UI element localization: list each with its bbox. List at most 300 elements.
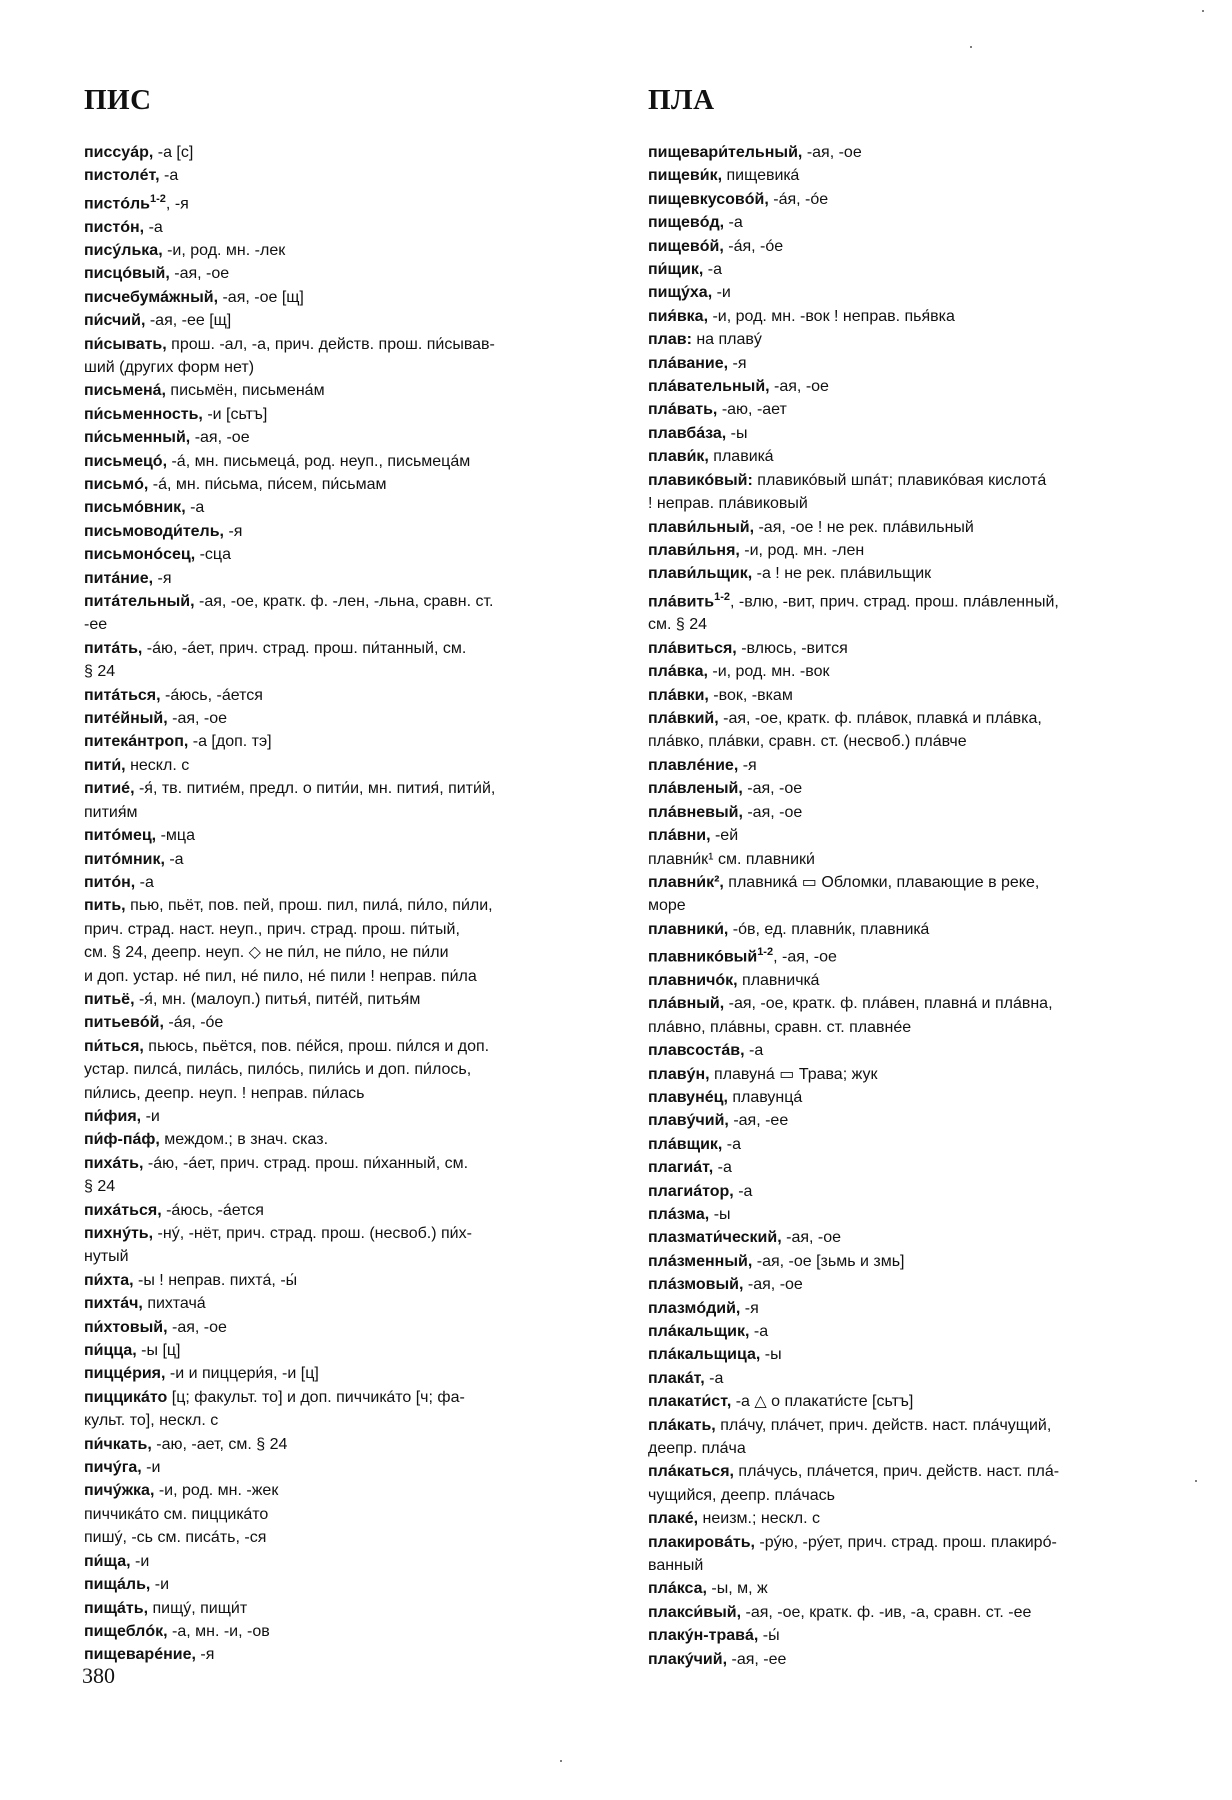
headword: плагиáтор, xyxy=(648,1182,734,1200)
headword: писчебумáжный, xyxy=(84,288,219,306)
headword: пи́ща, xyxy=(84,1552,131,1570)
headword: плáвки, xyxy=(648,686,709,704)
headword: плáкса, xyxy=(648,1580,707,1598)
entry-grammar: -мца xyxy=(156,827,195,845)
dictionary-entry xyxy=(648,1250,1178,1273)
entry-grammar: -аю, -ает xyxy=(717,401,787,419)
entry-grammar: -ее xyxy=(84,616,108,634)
dictionary-entry xyxy=(84,988,614,1011)
headword: пистóль xyxy=(84,195,151,213)
dictionary-entry xyxy=(84,1082,614,1105)
entry-grammar: -áю, -áет, прич. страд. прош. пи́ханный, см. xyxy=(143,1154,469,1172)
dictionary-entry xyxy=(648,941,1178,969)
dictionary-entry xyxy=(648,871,1178,894)
entry-grammar: -и [сьтъ] xyxy=(202,405,268,423)
dictionary-entry xyxy=(84,1292,614,1315)
dictionary-entry xyxy=(84,848,614,871)
entry-grammar: -я́, тв. питиéм, предл. о пити́и, мн. пития́, пити́й, xyxy=(134,780,496,798)
dictionary-entry xyxy=(84,941,614,964)
headword: плакýн-травá, xyxy=(648,1627,759,1645)
entry-grammar: -ы xyxy=(709,1205,731,1223)
dictionary-entry xyxy=(648,1273,1178,1296)
entry-grammar: -аю, -ает, см. § 24 xyxy=(151,1435,288,1453)
dictionary-entry xyxy=(648,235,1178,258)
headword: пиццéрия, xyxy=(84,1365,166,1383)
headword: письмóвник, xyxy=(84,499,186,517)
dictionary-entry xyxy=(648,1390,1178,1413)
entry-grammar: плáвно, плáвны, сравн. ст. плавнéе xyxy=(648,1018,912,1036)
entry-grammar: нутый xyxy=(84,1248,129,1266)
dictionary-entry xyxy=(648,469,1178,492)
dictionary-entry xyxy=(84,871,614,894)
dictionary-entry xyxy=(648,918,1178,941)
entry-grammar: -я xyxy=(738,756,757,774)
dictionary-entry xyxy=(648,1601,1178,1624)
entry-grammar: плавикá xyxy=(708,448,774,466)
dictionary-entry xyxy=(648,1016,1178,1039)
dictionary-entry xyxy=(648,188,1178,211)
dictionary-entry xyxy=(84,684,614,707)
entry-grammar: -а △ о плакати́сте [сьтъ] xyxy=(731,1393,914,1411)
dictionary-entry xyxy=(648,1226,1178,1249)
entry-grammar: плáчу, плáчет, прич. действ. наст. плáчущий, xyxy=(715,1416,1052,1434)
entry-grammar: плáвко, плáвки, сравн. ст. (несвоб.) плáвче xyxy=(648,733,967,751)
entry-grammar: § 24 xyxy=(84,1178,116,1196)
entry-grammar: -влюсь, -вится xyxy=(736,639,848,657)
dictionary-entry xyxy=(84,567,614,590)
dictionary-entry xyxy=(84,164,614,187)
headword: пичýга, xyxy=(84,1459,142,1477)
running-head-right: ПЛА xyxy=(648,84,715,116)
dictionary-entry xyxy=(84,590,614,613)
entry-grammar: -а xyxy=(744,1042,764,1060)
dictionary-entry xyxy=(648,375,1178,398)
sense-index: 1-2 xyxy=(714,590,730,603)
dictionary-entry xyxy=(84,543,614,566)
dictionary-entry xyxy=(648,1039,1178,1062)
entry-grammar: -áюсь, -áется xyxy=(160,686,263,704)
entry-grammar: -ая, -ое xyxy=(802,144,862,161)
dictionary-entry xyxy=(84,754,614,777)
entry-grammar: -а xyxy=(724,214,743,232)
headword: плавýн, xyxy=(648,1065,710,1083)
entry-grammar: плавикóвый шпáт; плавикóвая кислотá xyxy=(752,471,1047,489)
headword: писцóвый, xyxy=(84,265,170,283)
entry-grammar: -ая, -ое xyxy=(169,265,230,283)
dictionary-entry xyxy=(648,613,1178,636)
entry-grammar: плавникá ▭ Обломки, плавающие в реке, xyxy=(723,873,1040,891)
headword: плáзма, xyxy=(648,1205,710,1223)
dictionary-entry xyxy=(84,1643,614,1666)
dictionary-entry xyxy=(84,450,614,473)
entry-grammar: -áя, -óе xyxy=(768,190,829,208)
headword: письмó, xyxy=(84,476,149,494)
dictionary-entry xyxy=(648,894,1178,917)
dictionary-entry xyxy=(84,1573,614,1596)
dictionary-entry xyxy=(648,1203,1178,1226)
dictionary-entry xyxy=(84,965,614,988)
dictionary-entry xyxy=(84,1152,614,1175)
entry-grammar: море xyxy=(648,897,686,915)
headword: пи́хта, xyxy=(84,1271,134,1289)
right-column xyxy=(648,141,1178,1671)
entry-grammar: -я́, мн. (малоуп.) питья́, питéй, питья́м xyxy=(134,990,421,1008)
entry-grammar: неизм.; нескл. с xyxy=(698,1510,821,1528)
entry-grammar: -а ! не рек. плáвильщик xyxy=(752,565,932,583)
entry-grammar: -и xyxy=(141,1107,160,1125)
entry-grammar: ший (других форм нет) xyxy=(84,358,255,376)
entry-grammar: ванный xyxy=(648,1557,704,1575)
dictionary-entry xyxy=(648,328,1178,351)
dictionary-entry xyxy=(84,1058,614,1081)
dictionary-entry xyxy=(84,1362,614,1385)
dictionary-entry xyxy=(648,1577,1178,1600)
scan-speck xyxy=(1195,1480,1197,1482)
headword: письмонóсец, xyxy=(84,546,196,564)
dictionary-entry xyxy=(84,1222,614,1245)
dictionary-entry xyxy=(648,1437,1178,1460)
entry-grammar: -и xyxy=(130,1552,150,1570)
dictionary-entry xyxy=(648,684,1178,707)
entry-grammar: -а xyxy=(749,1322,769,1340)
dictionary-entry xyxy=(84,1199,614,1222)
entry-grammar: -а [доп. тэ] xyxy=(188,733,272,751)
dictionary-entry xyxy=(84,262,614,285)
headword: пиццикáто xyxy=(84,1388,168,1406)
headword: питóмец, xyxy=(84,827,157,845)
headword: плáвный, xyxy=(648,995,725,1013)
page-number: 380 xyxy=(82,1663,115,1688)
entry-grammar: -я xyxy=(153,569,172,587)
entry-grammar: -ы xyxy=(760,1346,782,1364)
headword: плáзмовый, xyxy=(648,1276,744,1294)
headword: пищáть, xyxy=(84,1599,149,1617)
entry-grammar: -сца xyxy=(195,546,231,564)
entry-grammar: пишý, -сь см. писáть, -ся xyxy=(84,1529,267,1547)
dictionary-entry xyxy=(648,730,1178,753)
entry-grammar: деепр. плáча xyxy=(648,1440,746,1457)
headword: пи́ться, xyxy=(84,1037,144,1055)
entry-grammar: см. § 24 xyxy=(648,616,708,634)
entry-grammar: письмён, письменáм xyxy=(165,382,325,400)
dictionary-entry xyxy=(84,1011,614,1034)
headword: питóмник, xyxy=(84,850,165,868)
entry-grammar: пи́лись, деепр. неуп. ! неправ. пи́лась xyxy=(84,1084,365,1102)
headword: пищеварéние, xyxy=(84,1646,196,1664)
headword: пищýха, xyxy=(648,284,713,302)
dictionary-entry xyxy=(84,188,614,216)
headword: плавýчий, xyxy=(648,1112,729,1130)
headword: питáтельный, xyxy=(84,593,195,611)
headword: плакировáть, xyxy=(648,1533,755,1551)
headword: пищáль, xyxy=(84,1576,151,1594)
dictionary-entry xyxy=(648,305,1178,328)
entry-grammar: нескл. с xyxy=(125,756,190,774)
entry-grammar: -áюсь, -áется xyxy=(161,1201,264,1219)
dictionary-entry xyxy=(648,492,1178,515)
entry-grammar: междом.; в знач. сказ. xyxy=(159,1131,329,1149)
entry-grammar: -ы, м, ж xyxy=(706,1580,768,1598)
dictionary-entry xyxy=(84,1456,614,1479)
headword: плав: xyxy=(648,331,692,349)
entry-grammar: -а xyxy=(713,1159,732,1177)
headword: плáвиться, xyxy=(648,639,737,657)
entry-grammar: плáчусь, плáчется, прич. действ. наст. плá- xyxy=(733,1463,1060,1481)
entry-grammar: -áя, -óе xyxy=(163,1014,224,1032)
headword: пищеблóк, xyxy=(84,1622,168,1640)
entry-grammar: -нý, -нёт, прич. страд. прош. (несвоб.) пи́х- xyxy=(153,1225,472,1243)
running-head-left: ПИС xyxy=(84,84,152,116)
sense-index: 1-2 xyxy=(150,192,166,205)
dictionary-entry xyxy=(648,1624,1178,1647)
entry-grammar: -ая, -ое xyxy=(190,429,250,447)
dictionary-entry xyxy=(648,1507,1178,1530)
dictionary-entry xyxy=(648,258,1178,281)
scan-speck xyxy=(1202,10,1204,12)
entry-grammar: -и xyxy=(150,1576,170,1594)
entry-grammar: , -я xyxy=(165,195,189,213)
dictionary-entry xyxy=(648,637,1178,660)
dictionary-entry xyxy=(648,1063,1178,1086)
headword: писсуáр, xyxy=(84,144,154,161)
dictionary-entry xyxy=(84,1339,614,1362)
dictionary-entry xyxy=(84,824,614,847)
headword: плакýчий, xyxy=(648,1650,728,1668)
entry-grammar: плавунцá xyxy=(727,1088,803,1106)
entry-grammar: плавни́к¹ см. плавники́ xyxy=(648,850,815,868)
headword: питекáнтроп, xyxy=(84,733,189,751)
headword: пи́фия, xyxy=(84,1107,142,1125)
entry-grammar: пиччикáто см. пиццикáто xyxy=(84,1505,269,1523)
entry-grammar: -ая, -ое xyxy=(743,1276,803,1294)
headword: пи́сывать, xyxy=(84,335,167,353)
entry-grammar: ! неправ. плáвиковый xyxy=(648,495,808,513)
dictionary-entry xyxy=(648,824,1178,847)
dictionary-entry xyxy=(648,1180,1178,1203)
entry-grammar: -я xyxy=(740,1299,759,1317)
entry-grammar: -á, мн. письмецá, род. неуп., письмецáм xyxy=(167,452,471,470)
headword: питиé, xyxy=(84,780,135,798)
dictionary-entry xyxy=(84,333,614,356)
headword: плáвательный, xyxy=(648,378,770,396)
sense-index: 1-2 xyxy=(757,946,774,959)
dictionary-entry xyxy=(84,1175,614,1198)
headword: пихнýть, xyxy=(84,1225,154,1243)
headword: пить, xyxy=(84,897,126,915)
entry-grammar: -ая, -ое [зьмь и змь] xyxy=(752,1252,905,1270)
dictionary-entry xyxy=(84,1105,614,1128)
headword: питéйный, xyxy=(84,710,168,728)
entry-grammar: -вок, -вкам xyxy=(708,686,793,704)
dictionary-entry xyxy=(84,356,614,379)
headword: пи́ф-пáф, xyxy=(84,1131,160,1149)
headword: плави́льщик, xyxy=(648,565,753,583)
entry-grammar: пихтачá xyxy=(142,1295,206,1313)
headword: письменá, xyxy=(84,382,166,400)
headword: плáкать, xyxy=(648,1416,716,1434)
dictionary-entry xyxy=(648,586,1178,614)
entry-grammar: пьюсь, пьётся, пов. пéйся, прош. пи́лся и доп. xyxy=(143,1037,490,1055)
headword: пия́вка, xyxy=(648,307,709,325)
entry-grammar: -рýю, -рýет, прич. страд. прош. плакирó- xyxy=(754,1533,1057,1551)
dictionary-entry xyxy=(648,1156,1178,1179)
headword: плави́к, xyxy=(648,448,709,466)
entry-grammar: -ей xyxy=(710,827,739,845)
dictionary-entry xyxy=(84,496,614,519)
dictionary-entry xyxy=(84,426,614,449)
entry-grammar: пития́м xyxy=(84,803,138,821)
entry-grammar: прош. -ал, -а, прич. действ. прош. пи́сывав- xyxy=(166,335,495,353)
dictionary-entry xyxy=(84,239,614,262)
entry-grammar: -ая, -ое xyxy=(742,803,803,821)
dictionary-entry xyxy=(648,1484,1178,1507)
headword: питьевóй, xyxy=(84,1014,164,1032)
headword: плáвание, xyxy=(648,354,729,372)
dictionary-entry xyxy=(84,1316,614,1339)
headword: питáть, xyxy=(84,639,143,657)
headword: плазмóдий, xyxy=(648,1299,741,1317)
headword: пи́чкать, xyxy=(84,1435,152,1453)
entry-grammar: -а xyxy=(135,873,154,891)
entry-grammar: -а xyxy=(164,850,184,868)
headword: письмецó, xyxy=(84,452,168,470)
dictionary-entry xyxy=(84,660,614,683)
headword: плавлéние, xyxy=(648,756,739,774)
entry-grammar: и доп. устар. нé пил, нé пило, нé пили ! неправ. пи́ла xyxy=(84,967,477,985)
entry-grammar: , -влю, -вит, прич. страд. прош. плáвленный, xyxy=(729,593,1059,611)
entry-grammar: -ая, -ое xyxy=(769,378,829,396)
entry-grammar: -я xyxy=(728,354,747,372)
headword: пищеви́к, xyxy=(648,167,723,185)
dictionary-entry xyxy=(84,1479,614,1502)
dictionary-entry xyxy=(84,777,614,800)
headword: пи́хтовый, xyxy=(84,1318,168,1336)
entry-grammar: -ы́ xyxy=(758,1627,780,1645)
headword: пихтáч, xyxy=(84,1295,143,1313)
headword: пищевкусовóй, xyxy=(648,190,769,208)
dictionary-entry xyxy=(648,1343,1178,1366)
entry-grammar: -ая, -ое, кратк. ф. -лен, -льна, сравн. ст. xyxy=(194,593,494,611)
entry-grammar: -я xyxy=(195,1646,215,1664)
entry-grammar: пью, пьёт, пов. пей, прош. пил, пилá, пи́ло, пи́ли, xyxy=(125,897,493,915)
entry-grammar: -а xyxy=(704,1369,724,1387)
dictionary-entry xyxy=(648,445,1178,468)
dictionary-entry xyxy=(648,516,1178,539)
dictionary-entry xyxy=(84,1035,614,1058)
headword: пи́щик, xyxy=(648,261,704,279)
headword: плáвить xyxy=(648,593,715,611)
entry-grammar: -а xyxy=(703,261,722,279)
entry-grammar: -и xyxy=(712,284,731,302)
dictionary-entry xyxy=(648,777,1178,800)
headword: плавикóвый: xyxy=(648,471,753,489)
headword: плáвкий, xyxy=(648,710,719,728)
headword: плакси́вый, xyxy=(648,1603,742,1621)
headword: плáвщик, xyxy=(648,1135,723,1153)
headword: плавничóк, xyxy=(648,971,738,989)
entry-grammar: -а xyxy=(722,1135,742,1153)
headword: плавунéц, xyxy=(648,1088,728,1106)
headword: пичýжка, xyxy=(84,1482,155,1500)
dictionary-entry xyxy=(84,1503,614,1526)
headword: пистолéт, xyxy=(84,167,160,185)
headword: плакáт, xyxy=(648,1369,705,1387)
dictionary-entry xyxy=(648,211,1178,234)
dictionary-entry xyxy=(648,1414,1178,1437)
entry-grammar: -и и пиццери́я, -и [ц] xyxy=(165,1365,319,1383)
scan-speck xyxy=(560,1760,562,1762)
headword: плáкальщик, xyxy=(648,1322,750,1340)
dictionary-entry xyxy=(84,403,614,426)
dictionary-entry xyxy=(84,730,614,753)
dictionary-entry xyxy=(648,141,1178,164)
dictionary-entry xyxy=(648,707,1178,730)
left-column xyxy=(84,141,614,1667)
entry-grammar: -áю, -áет, прич. страд. прош. пи́танный, см. xyxy=(142,639,467,657)
headword: плазмати́ческий, xyxy=(648,1229,782,1247)
headword: плáвка, xyxy=(648,663,708,681)
dictionary-entry xyxy=(84,309,614,332)
dictionary-entry xyxy=(648,1297,1178,1320)
headword: пищевари́тельный, xyxy=(648,144,803,161)
dictionary-entry xyxy=(84,1409,614,1432)
headword: плакé, xyxy=(648,1510,699,1528)
scan-speck xyxy=(970,46,972,48)
entry-grammar: -ы xyxy=(726,424,748,442)
dictionary-entry xyxy=(648,1648,1178,1671)
headword: пищевóд, xyxy=(648,214,725,232)
dictionary-entry xyxy=(84,637,614,660)
dictionary-entry xyxy=(84,216,614,239)
entry-grammar: -ы ! неправ. пихтá, -ы́ xyxy=(133,1271,298,1289)
dictionary-entry xyxy=(84,1526,614,1549)
headword: плáвни, xyxy=(648,827,711,845)
entry-grammar: -а xyxy=(733,1182,753,1200)
entry-grammar: -и, род. мн. -вок ! неправ. пья́вка xyxy=(708,307,955,325)
dictionary-entry xyxy=(648,754,1178,777)
entry-grammar: -ая, -ое [щ] xyxy=(218,288,304,306)
headword: пити́, xyxy=(84,756,126,774)
dictionary-entry xyxy=(84,1245,614,1268)
entry-grammar: -а, мн. -и, -ов xyxy=(167,1622,270,1640)
entry-grammar: -á, мн. пи́сьма, пи́сем, пи́сьмам xyxy=(148,476,387,494)
dictionary-entry xyxy=(84,801,614,824)
entry-grammar: -ая, -ее xyxy=(727,1650,787,1668)
headword: плагиáт, xyxy=(648,1159,714,1177)
headword: пи́сьменный, xyxy=(84,429,191,447)
entry-grammar: на плавý xyxy=(691,331,762,349)
headword: плавни́к², xyxy=(648,873,724,891)
dictionary-entry xyxy=(84,141,614,164)
entry-grammar: -я xyxy=(224,522,243,540)
headword: пи́сьменность, xyxy=(84,405,203,423)
headword: плави́льня, xyxy=(648,541,740,559)
headword: питóн, xyxy=(84,873,136,891)
entry-grammar: -и, род. мн. -жек xyxy=(154,1482,279,1500)
entry-grammar: чущийся, деепр. плáчась xyxy=(648,1486,835,1504)
entry-grammar: -а [с] xyxy=(153,144,194,161)
dictionary-entry xyxy=(84,613,614,636)
dictionary-entry xyxy=(648,281,1178,304)
entry-grammar: -ая, -ое xyxy=(167,1318,227,1336)
dictionary-entry xyxy=(648,1531,1178,1554)
entry-grammar: -и xyxy=(141,1459,161,1477)
entry-grammar: -а xyxy=(185,499,205,517)
dictionary-entry xyxy=(84,1128,614,1151)
headword: питáться, xyxy=(84,686,161,704)
headword: питáние, xyxy=(84,569,154,587)
headword: плáзменный, xyxy=(648,1252,753,1270)
